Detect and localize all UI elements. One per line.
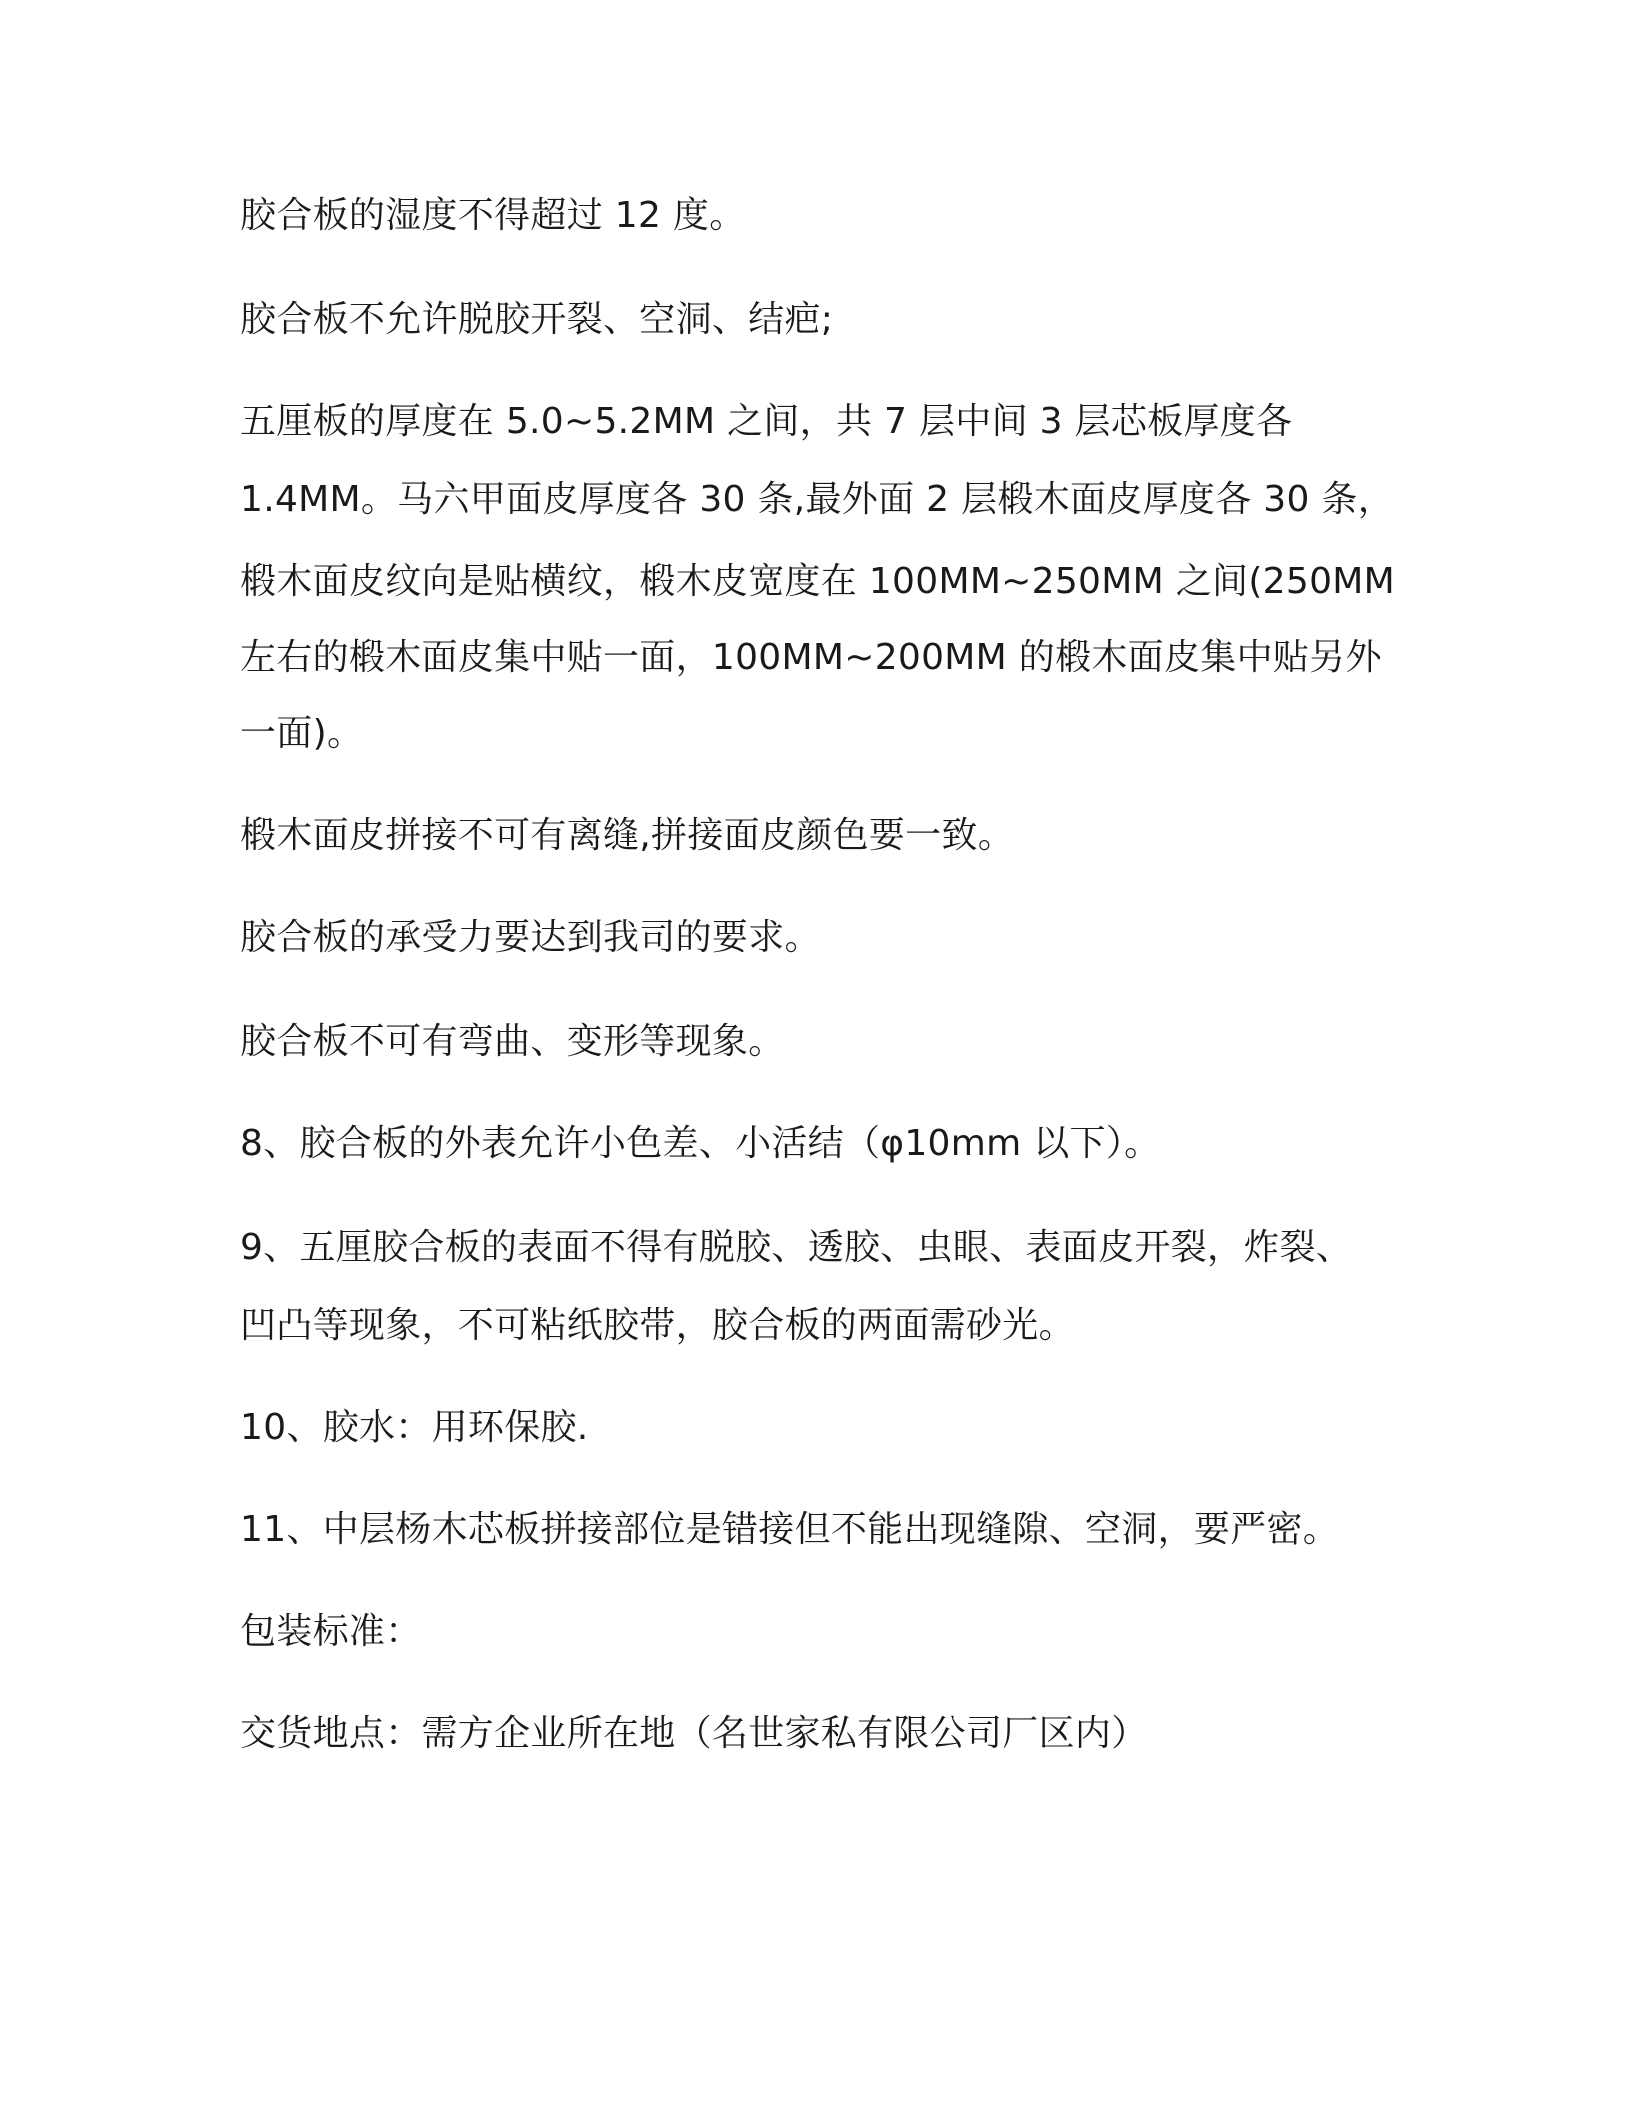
text-line-item-10: 10、胶水：用环保胶. [240, 1407, 589, 1448]
text-line-delivery: 交货地点：需方企业所在地（名世家私有限公司厂区内） [240, 1713, 1148, 1754]
text-line-item-8: 8、胶合板的外表允许小色差、小活结（φ10mm 以下）。 [240, 1123, 1161, 1164]
text-line-item-9: 9、五厘胶合板的表面不得有脱胶、透胶、虫眼、表面皮开裂，炸裂、 [240, 1227, 1353, 1268]
text-line-grain-direction: 椴木面皮纹向是贴横纹，椴木皮宽度在 100MM~250MM 之间(250MM [240, 561, 1395, 602]
text-line-item-11: 11、中层杨木芯板拼接部位是错接但不能出现缝隙、空洞，要严密。 [240, 1509, 1340, 1550]
text-line-no-bending: 胶合板不可有弯曲、变形等现象。 [240, 1021, 785, 1062]
text-line-other-side: 一面)。 [240, 713, 364, 754]
text-line-packaging: 包装标准： [240, 1611, 422, 1652]
text-line-no-delamination: 胶合板不允许脱胶开裂、空洞、结疤; [240, 299, 834, 340]
text-line-face-veneer: 1.4MM。马六甲面皮厚度各 30 条,最外面 2 层椴木面皮厚度各 30 条， [240, 479, 1394, 520]
text-line-thickness: 五厘板的厚度在 5.0~5.2MM 之间，共 7 层中间 3 层芯板厚度各 [240, 401, 1293, 442]
text-line-load-bearing: 胶合板的承受力要达到我司的要求。 [240, 917, 821, 958]
text-line-splicing: 椴木面皮拼接不可有离缝,拼接面皮颜色要一致。 [240, 815, 1015, 856]
text-line-humidity: 胶合板的湿度不得超过 12 度。 [240, 195, 746, 236]
text-line-veneer-width: 左右的椴木面皮集中贴一面，100MM~200MM 的椴木面皮集中贴另外 [240, 637, 1382, 678]
text-line-item-9-cont: 凹凸等现象，不可粘纸胶带，胶合板的两面需砂光。 [240, 1305, 1075, 1346]
